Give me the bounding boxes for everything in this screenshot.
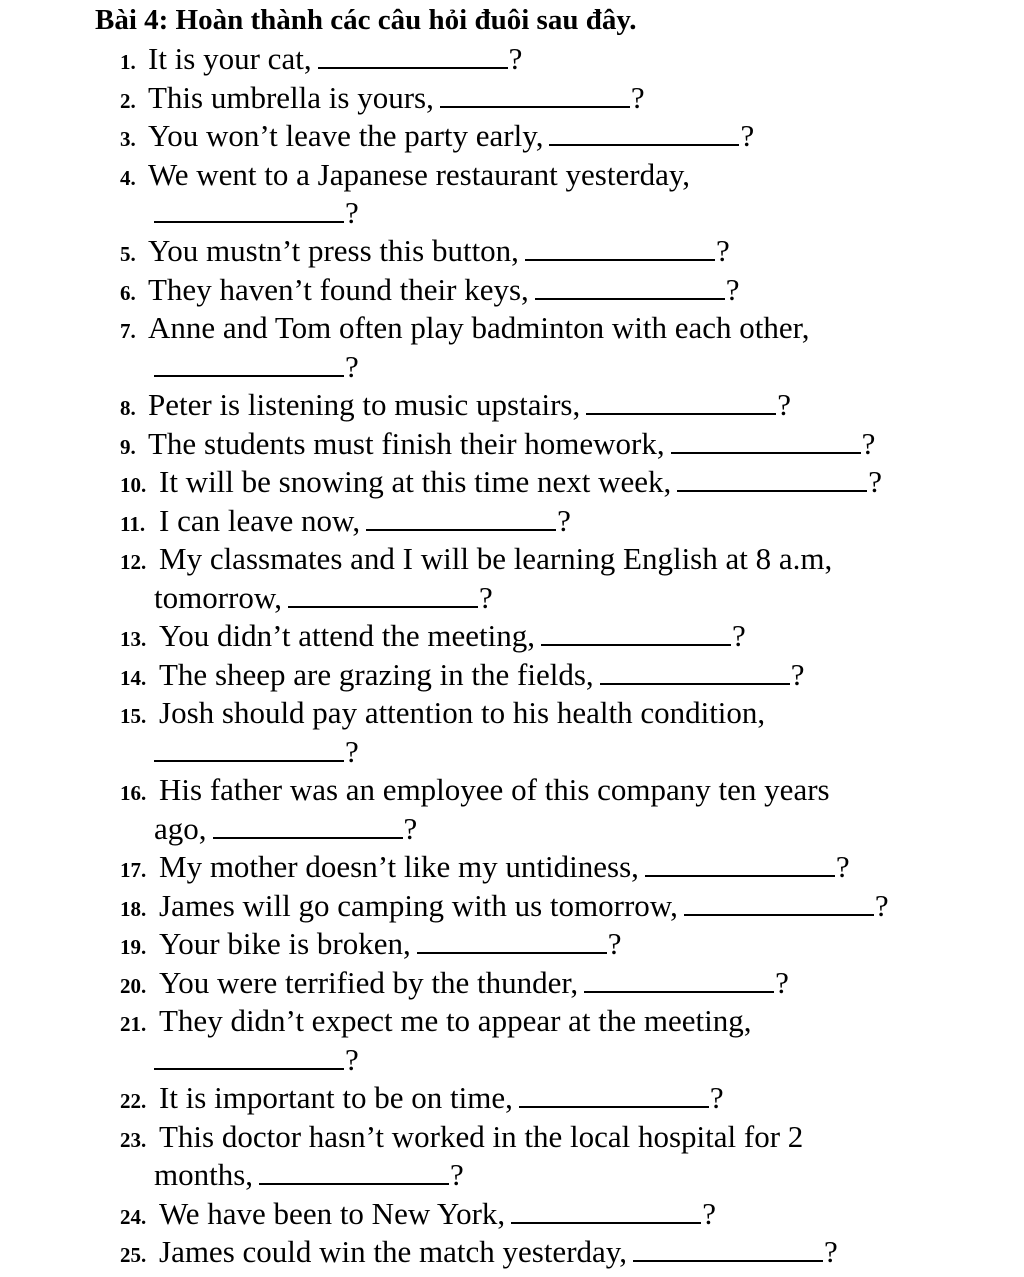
answer-blank[interactable] xyxy=(541,618,731,646)
question-number: 9. xyxy=(120,435,136,459)
question-12-continuation xyxy=(154,579,493,617)
question-number: 24. xyxy=(120,1205,147,1229)
question-mark: ? xyxy=(732,618,746,653)
answer-blank[interactable] xyxy=(366,503,556,531)
question-25 xyxy=(120,1233,838,1274)
question-mark: ? xyxy=(403,811,418,846)
question-23 xyxy=(120,1118,803,1159)
question-20 xyxy=(120,964,789,1005)
question-text: This umbrella is yours, xyxy=(148,80,434,115)
question-14 xyxy=(120,656,804,697)
question-mark: ? xyxy=(790,657,805,692)
question-4-continuation xyxy=(154,194,359,232)
question-mark: ? xyxy=(630,80,645,115)
question-mark: ? xyxy=(725,272,740,307)
question-number: 4. xyxy=(120,166,136,190)
question-number: 21. xyxy=(120,1012,147,1036)
question-17 xyxy=(120,848,850,889)
question-number: 1. xyxy=(120,50,136,74)
question-8 xyxy=(120,386,791,427)
question-text: We have been to New York, xyxy=(159,1196,506,1231)
question-mark: ? xyxy=(702,1196,716,1231)
question-text: You mustn’t press this button, xyxy=(148,233,519,268)
question-mark: ? xyxy=(874,888,889,923)
question-number: 17. xyxy=(120,858,147,882)
question-mark: ? xyxy=(868,464,883,499)
question-mark: ? xyxy=(740,118,755,153)
answer-blank[interactable] xyxy=(440,80,630,108)
question-text: Peter is listening to music upstairs, xyxy=(148,387,581,422)
question-number: 2. xyxy=(120,89,136,113)
question-number: 8. xyxy=(120,396,136,420)
question-7 xyxy=(120,309,810,350)
question-mark: ? xyxy=(775,965,789,1000)
question-16-continuation xyxy=(154,810,417,848)
question-number: 20. xyxy=(120,974,147,998)
question-mark: ? xyxy=(709,1080,724,1115)
question-text: My mother doesn’t like my untidiness, xyxy=(159,849,639,884)
question-number: 12. xyxy=(120,550,147,574)
question-text-continuation: months, xyxy=(154,1157,254,1192)
question-text: Josh should pay attention to his health condition, xyxy=(159,695,766,730)
question-number: 22. xyxy=(120,1089,147,1113)
question-2 xyxy=(120,79,645,120)
question-number: 14. xyxy=(120,666,147,690)
answer-blank[interactable] xyxy=(525,233,715,261)
answer-blank[interactable] xyxy=(288,580,478,608)
question-text: The sheep are grazing in the fields, xyxy=(159,657,594,692)
question-12 xyxy=(120,540,832,581)
question-21-continuation xyxy=(154,1041,359,1079)
question-number: 16. xyxy=(120,781,147,805)
question-text: You were terrified by the thunder, xyxy=(159,965,579,1000)
question-mark: ? xyxy=(861,426,876,461)
answer-blank[interactable] xyxy=(549,118,739,146)
question-10 xyxy=(120,463,882,504)
question-number: 10. xyxy=(120,473,147,497)
question-mark: ? xyxy=(607,926,622,961)
question-text: They didn’t expect me to appear at the meeting, xyxy=(159,1003,752,1038)
question-23-continuation xyxy=(154,1156,464,1194)
answer-blank[interactable] xyxy=(633,1234,823,1262)
question-text: His father was an employee of this company ten years xyxy=(159,772,830,807)
question-mark: ? xyxy=(777,387,792,422)
question-number: 19. xyxy=(120,935,147,959)
answer-blank[interactable] xyxy=(213,811,403,839)
question-5 xyxy=(120,232,730,273)
answer-blank[interactable] xyxy=(511,1196,701,1224)
question-number: 7. xyxy=(120,319,136,343)
answer-blank[interactable] xyxy=(600,657,790,685)
answer-blank[interactable] xyxy=(318,41,508,69)
question-number: 23. xyxy=(120,1128,147,1152)
answer-blank[interactable] xyxy=(154,734,344,762)
question-mark: ? xyxy=(824,1234,838,1269)
question-19 xyxy=(120,925,622,966)
question-24 xyxy=(120,1195,716,1236)
answer-blank[interactable] xyxy=(586,387,776,415)
question-mark: ? xyxy=(450,1157,464,1192)
question-text: They haven’t found their keys, xyxy=(148,272,529,307)
question-text: It is your cat, xyxy=(148,41,312,76)
answer-blank[interactable] xyxy=(519,1080,709,1108)
question-21 xyxy=(120,1002,752,1043)
answer-blank[interactable] xyxy=(645,849,835,877)
question-text: Anne and Tom often play badminton with each other, xyxy=(148,310,810,345)
answer-blank[interactable] xyxy=(154,1042,344,1070)
question-15 xyxy=(120,694,765,735)
question-mark: ? xyxy=(835,849,850,884)
question-mark: ? xyxy=(345,734,359,769)
question-text: James will go camping with us tomorrow, xyxy=(159,888,678,923)
question-text-continuation: tomorrow, xyxy=(154,580,282,615)
answer-blank[interactable] xyxy=(677,464,867,492)
question-number: 5. xyxy=(120,242,136,266)
answer-blank[interactable] xyxy=(671,426,861,454)
question-text: You won’t leave the party early, xyxy=(148,118,544,153)
question-number: 11. xyxy=(120,512,146,536)
question-15-continuation xyxy=(154,733,359,771)
question-mark: ? xyxy=(345,1042,359,1077)
question-text: It is important to be on time, xyxy=(159,1080,513,1115)
answer-blank[interactable] xyxy=(154,349,344,377)
answer-blank[interactable] xyxy=(684,888,874,916)
question-number: 3. xyxy=(120,127,136,151)
question-number: 15. xyxy=(120,704,147,728)
question-text: James could win the match yesterday, xyxy=(159,1234,628,1269)
question-16 xyxy=(120,771,830,812)
question-11 xyxy=(120,502,571,543)
question-text: Your bike is broken, xyxy=(159,926,411,961)
question-mark: ? xyxy=(508,41,523,76)
question-mark: ? xyxy=(479,580,493,615)
question-6 xyxy=(120,271,740,312)
question-text: The students must finish their homework, xyxy=(148,426,665,461)
question-number: 18. xyxy=(120,897,147,921)
question-mark: ? xyxy=(345,195,359,230)
question-1 xyxy=(120,40,522,81)
answer-blank[interactable] xyxy=(259,1157,449,1185)
question-text: It will be snowing at this time next week, xyxy=(159,464,672,499)
question-text: My classmates and I will be learning English at 8 a.m, xyxy=(159,541,833,576)
question-number: 6. xyxy=(120,281,136,305)
question-text: I can leave now, xyxy=(159,503,361,538)
question-22 xyxy=(120,1079,724,1120)
question-3 xyxy=(120,117,754,158)
question-18 xyxy=(120,887,889,928)
question-mark: ? xyxy=(715,233,730,268)
answer-blank[interactable] xyxy=(417,926,607,954)
question-9 xyxy=(120,425,875,466)
question-text-continuation: ago, xyxy=(154,811,207,846)
question-number: 13. xyxy=(120,627,147,651)
question-mark: ? xyxy=(557,503,571,538)
question-text: We went to a Japanese restaurant yesterday, xyxy=(148,157,691,192)
question-number: 25. xyxy=(120,1243,147,1267)
question-text: This doctor hasn’t worked in the local hospital for 2 xyxy=(159,1119,804,1154)
answer-blank[interactable] xyxy=(154,195,344,223)
question-13 xyxy=(120,617,746,658)
question-mark: ? xyxy=(345,349,359,384)
question-4 xyxy=(120,156,690,197)
exercise-title: Bài 4: Hoàn thành các câu hỏi đuôi sau đây. xyxy=(95,4,637,36)
question-text: You didn’t attend the meeting, xyxy=(159,618,535,653)
question-7-continuation xyxy=(154,348,359,386)
answer-blank[interactable] xyxy=(584,965,774,993)
answer-blank[interactable] xyxy=(535,272,725,300)
